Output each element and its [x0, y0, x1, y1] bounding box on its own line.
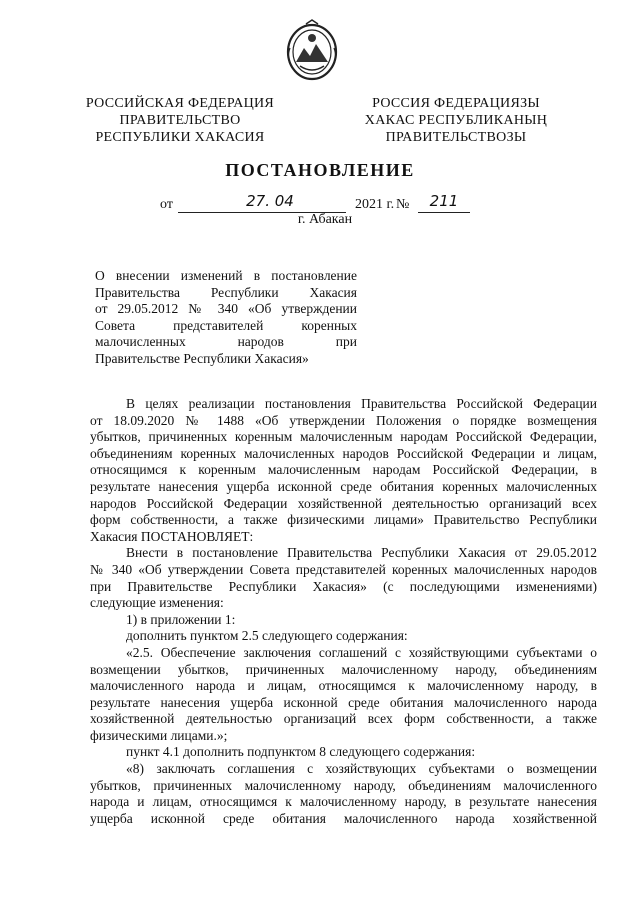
body-line: «8) заключать соглашения с хозяйствующих субъектами о возмещении [126, 761, 597, 777]
subject-block [95, 268, 357, 367]
body-line: объединениям коренных малочисленных народов Российской Федерации и лицам, [90, 445, 597, 461]
body-line: Хакасия ПОСТАНОВЛЯЕТ: [90, 528, 254, 544]
header-left-line: ПРАВИТЕЛЬСТВО [119, 113, 241, 128]
body-line: форм собственности, а также физическими лицами» Правительство Республики [90, 512, 597, 528]
document-title: ПОСТАНОВЛЕНИЕ [225, 160, 415, 180]
header-khakas [356, 95, 556, 146]
body-line: «2.5. Обеспечение заключения соглашений с хозяйствующими субъектами о [126, 644, 597, 660]
body-line: малочисленного народа и лицам, относящимся к малочисленному народу, в [90, 678, 597, 694]
year-text: 2021 г. [355, 197, 395, 212]
subject-line: Правительстве Республики Хакасия» [95, 350, 309, 366]
body-line: пункт 4.1 дополнить подпунктом 8 следующего содержания: [126, 744, 476, 760]
body-line: возмещении убытков, причиненных малочисленному народу, объединениям [90, 661, 597, 677]
body-line: ущерба исконной среде обитания малочисленного народа хозяйственной [90, 810, 597, 826]
subject-line: О внесении изменений в постановление [95, 268, 357, 283]
header-left-line: РЕСПУБЛИКИ ХАКАСИЯ [95, 130, 265, 145]
handwritten-number: 211 [429, 192, 459, 210]
handwritten-date: 27. 04 [246, 192, 294, 210]
body-line: Внести в постановление Правительства Республики Хакасия от 29.05.2012 [126, 545, 597, 561]
body-line: следующие изменения: [90, 595, 224, 611]
header-right-line: ХАКАС РЕСПУБЛИКАНЫҢ [364, 113, 548, 128]
body-text [90, 396, 597, 827]
body-line: физическими лицами.»; [90, 727, 228, 743]
coat-of-arms-icon [284, 18, 340, 82]
body-line: № 340 «Об утверждении Совета представителей коренных малочисленных народов [90, 561, 597, 577]
body-line: результате нанесения ущерба исконной среде обитания коренных малочисленных [90, 478, 597, 494]
body-line: убытков, причиненных малочисленному народу, объединениям малочисленного [90, 777, 597, 793]
header-russian [80, 95, 280, 146]
number-sign: № [396, 197, 410, 212]
number-field [418, 192, 470, 213]
subject-line: от 29.05.2012 № 340 «Об утверждении [95, 301, 357, 316]
subject-line: Правительства Республики Хакасия [95, 284, 357, 300]
city-name: г. Абакан [297, 212, 353, 227]
body-line: результате нанесения ущерба исконной среде обитания малочисленного народа [90, 694, 597, 710]
from-word: от [160, 197, 173, 212]
body-line: В целях реализации постановления Правительства Российской Федерации [126, 396, 597, 411]
body-line: при Правительстве Республики Хакасия» (с последующими изменениями) [90, 578, 597, 594]
body-line: хозяйственной деятельностью организаций всех форм собственности, а также [90, 711, 597, 727]
body-line: дополнить пунктом 2.5 следующего содержания: [126, 628, 408, 644]
body-line: народа и лицам, относящимся к малочисленному народу, в результате нанесения [90, 794, 597, 810]
body-line: убытков, причиненных коренным малочисленным народам Российской Федерации, [90, 429, 597, 445]
subject-line: малочисленных народов при [95, 334, 357, 349]
subject-line: Совета представителей коренных [95, 317, 357, 333]
header-right-line: ПРАВИТЕЛЬСТВОЗЫ [385, 130, 527, 145]
header-right-line: РОССИЯ ФЕДЕРАЦИЯЗЫ [372, 96, 540, 111]
body-line: народов Российской Федерации хозяйственной деятельностью организаций всех [90, 495, 597, 511]
date-field [178, 192, 346, 213]
header-left-line: РОССИЙСКАЯ ФЕДЕРАЦИЯ [85, 96, 275, 111]
body-line: относящимся к коренным малочисленным народам Российской Федерации, в [90, 462, 597, 478]
body-line: 1) в приложении 1: [126, 611, 236, 627]
body-line: от 18.09.2020 № 1488 «Об утверждении Положения о порядке возмещения [90, 412, 597, 428]
